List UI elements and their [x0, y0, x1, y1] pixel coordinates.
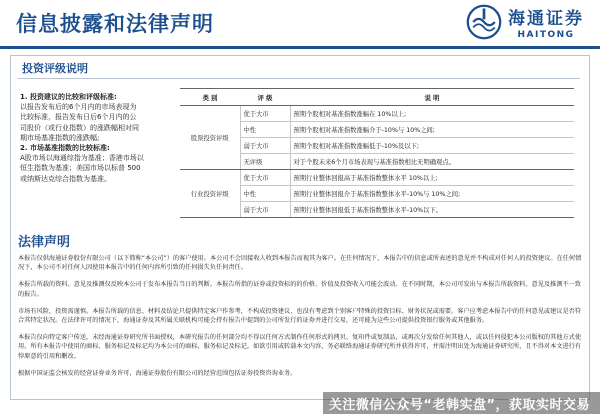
header-rule	[0, 46, 600, 49]
legal-section-heading: 法律声明	[18, 235, 71, 250]
criteria-line: A股市场以海通综指为基准；香港市场以	[20, 154, 144, 163]
rating-level-cell: 无评级	[240, 154, 290, 170]
rating-description-cell: 预期行业整体回报低于基准指数整体水平-10%以下。	[290, 202, 574, 218]
rating-table	[180, 88, 574, 218]
column-header-category: 类 别	[180, 89, 240, 106]
rating-category-cell: 股票投资评级	[180, 106, 240, 170]
rating-table-row	[180, 122, 574, 138]
criteria-line: 或纳斯达克综合指数为基准。	[20, 174, 111, 183]
legal-paragraph: 本报告所载的资料、意见及推测仅反映本公司于发布本报告当日的判断。本报告所指的证券或投资标的的价格、价值及投资收入可能会波动。在不同时期，本公司可发出与本报告所载资料、意见及推测不一致的报告。	[18, 281, 582, 298]
rating-criteria-text	[20, 92, 170, 184]
rating-section-heading: 投资评级说明	[22, 62, 88, 75]
criteria-line: 以报告发布后的6个月内的市场表现为	[20, 103, 137, 112]
rating-level-cell: 优于大市	[240, 106, 290, 122]
criteria-heading-line: 2. 市场基准指数的比较标准:	[20, 144, 110, 153]
criteria-line: 比较标准，报告发布日后6个月内的公	[20, 113, 137, 122]
logo-english-name: HAITONG	[517, 30, 575, 40]
rating-description-cell: 预期个股相对基准指数涨幅在 10%以上;	[290, 106, 574, 122]
criteria-line: 期市场基准指数的涨跌幅;	[20, 133, 100, 142]
legal-text	[18, 254, 584, 386]
watermark-text: 关注微信公众号“老韩实盘”，获取实时交易	[328, 397, 590, 413]
criteria-line: 司股价（或行业指数）的涨跌幅相对同	[20, 123, 139, 132]
rating-table-header-row	[180, 89, 574, 106]
rating-description-cell: 预期行业整体回报介于基准指数整体水平-10%与 10%之间;	[290, 186, 574, 202]
rating-category-cell: 行业投资评级	[180, 170, 240, 218]
rating-table-row	[180, 186, 574, 202]
column-header-rating: 评 级	[240, 89, 290, 106]
legal-paragraph: 市场有风险，投资需谨慎。本报告所载的信息、材料及结论只提供特定客户作参考，不构成投资建议，也没有考虑到个别客户特殊的投资目标、财务状况或需要。客户应考虑本报告中的任何意见或建议是否符合其特定状况。在法律许可的情况下，海通证券及其所属关联机构可能会持有报告中提到的公司所发行的证券并进行交易，还可能为这些公司提供投资银行服务或其他服务。	[18, 307, 582, 325]
rating-table-row	[180, 138, 574, 154]
rating-section-divider	[18, 78, 580, 79]
rating-description-cell: 预期个股相对基准指数涨幅低于-10%及以下;	[290, 138, 574, 154]
rating-table-row	[180, 202, 574, 218]
rating-description-cell: 预期行业整体回报高于基准指数整体水平 10%以上;	[290, 170, 574, 186]
rating-description-cell: 预期个股相对基准指数涨幅介于-10%与 10%之间;	[290, 122, 574, 138]
logo-chinese-name: 海通证券	[508, 9, 584, 29]
legal-paragraph: 根据中国证监会核发的经营证券业务许可，海通证券股份有限公司的经营范围包括证券投资咨询业务。	[18, 369, 297, 377]
rating-table-row	[180, 170, 574, 186]
rating-level-cell: 中性	[240, 186, 290, 202]
haitong-emblem-icon	[466, 4, 502, 40]
rating-table-row	[180, 154, 574, 170]
legal-paragraph: 本报告仅向特定客户传送，未经海通证券研究所书面授权，本研究报告的任何部分均不得以任何方式制作任何形式的拷贝、复印件或复制品，或再次分发给任何其他人，或以任何侵犯本公司版权的其他方式使用。所有本报告中使用的商标、服务标记及标记均为本公司的商标、服务标记及标记。如欲引用或转载本文内容，务必联络海通证券研究所并获得许可，并需注明出处为海通证券研究所，且不得对本文进行有悖原意的引用和删改。	[18, 333, 582, 360]
rating-level-cell: 优于大市	[240, 170, 290, 186]
rating-table-row	[180, 106, 574, 122]
column-header-description: 说 明	[290, 89, 574, 106]
haitong-logo	[466, 4, 584, 40]
rating-level-cell: 中性	[240, 122, 290, 138]
rating-level-cell: 弱于大市	[240, 202, 290, 218]
rating-level-cell: 弱于大市	[240, 138, 290, 154]
page-title: 信息披露和法律声明	[16, 11, 214, 36]
wechat-watermark-banner	[323, 392, 600, 414]
criteria-heading-line: 1. 投资建议的比较和评级标准:	[20, 93, 117, 101]
legal-paragraph: 本报告仅供海通证券股份有限公司（以下简称“本公司”）的客户使用。本公司不会因接收人收到本报告而视其为客户。在任何情况下，本报告中的信息或所表述的意见并不构成对任何人的投资建议。在任何情况下，本公司不对任何人因使用本报告中的任何内容所引致的任何损失负任何责任。	[18, 255, 582, 272]
criteria-line: 恒生指数为基准；美国市场以标普 500	[20, 164, 141, 173]
rating-description-cell: 对于个股未来6个月市场表现与基准指数相比无明确观点。	[290, 154, 574, 170]
